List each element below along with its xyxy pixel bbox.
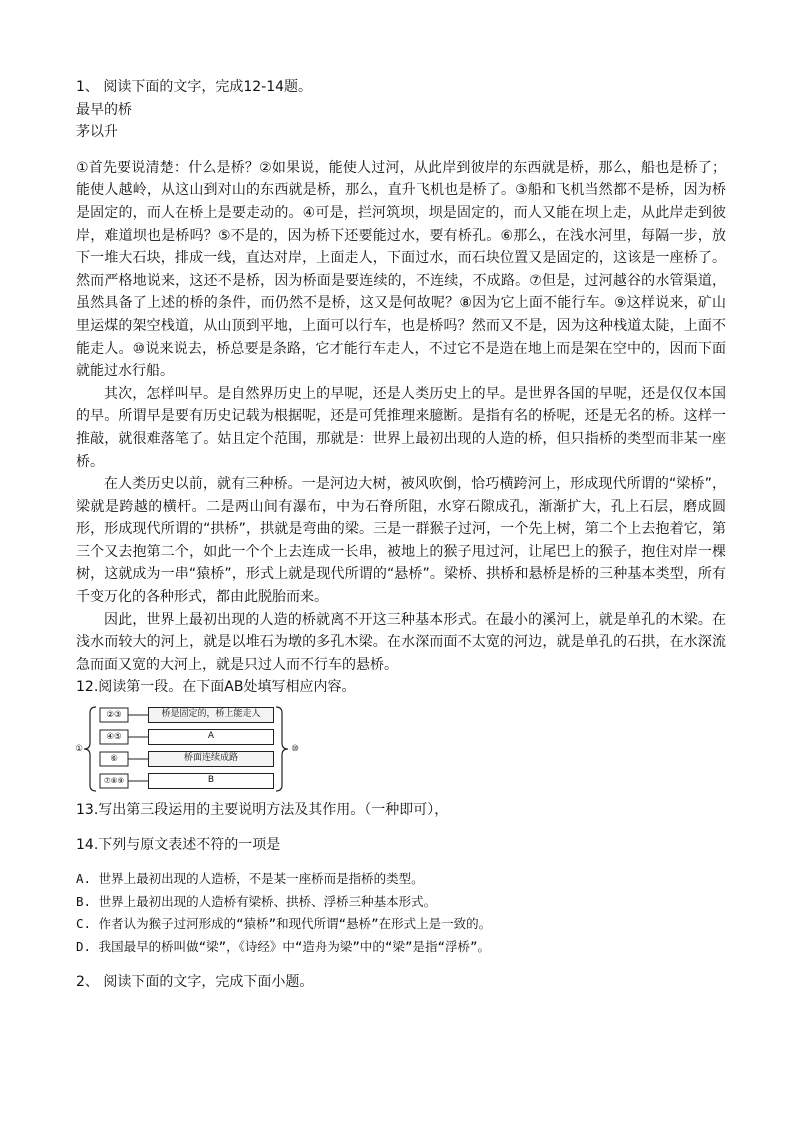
diagram-row-4-numbers: ⑦⑧⑨ (103, 776, 125, 786)
option-d: D. 我国最早的桥叫做“梁”，《诗经》中“造舟为梁”中的“梁”是指“浮桥”。 (76, 939, 491, 954)
diagram-row-1-box: 桥是固定的，桥上能走人 (148, 707, 274, 723)
document-page (76, 76, 726, 993)
diagram-row-3-numbers: ⑥ (110, 754, 118, 765)
diagram-row-1-numbers: ②③ (106, 710, 122, 721)
paragraph-2: 其次，怎样叫早。是自然界历史上的早呢，还是人类历史上的早。是世界各国的早呢，还是仅仅本国的早。所谓早是要有历史记载为根据呢，还是可凭推理来臆断。是指有名的桥呢，还是无名的桥。这样一推敲，就很难落笔了。姑且定个范围，那就是：世界上最初出现的人造的桥，但只指桥的类型而非某一座桥。 (76, 385, 726, 470)
question-1-header: 1、 阅读下面的文字，完成12-14题。 (76, 79, 313, 95)
diagram-row-3-box: 桥面连续成路 (148, 751, 274, 767)
question-12: 12.阅读第一段。在下面AB处填写相应内容。 (76, 679, 356, 696)
paragraph-3: 在人类历史以前，就有三种桥。一是河边大树，被风吹倒，恰巧横跨河上，形成现代所谓的“梁桥”，梁就是跨越的横杆。二是两山间有瀑布，中为石脊所阻，水穿石隙成孔，渐渐扩大，孔上石层，磨成圆形，形成现代所谓的“拱桥”，拱就是弯曲的梁。三是一群猴子过河，一个先上树，第二个上去抱着它，第三个又去抱第二个，如此一个个上去连成一长串，被地上的猴子甩过河，让尾巴上的猴子，抱住对岸一棵树，这就成为一串“猿桥”，形式上就是现代所谓的“悬桥”。梁桥、拱桥和悬桥是桥的三种基本类型，所有千变万化的各种形式，都由此脱胎而来。 (76, 476, 726, 606)
diagram-right-number: ⑩ (291, 744, 299, 755)
diagram-blank-b[interactable]: B (148, 773, 274, 789)
question-14: 14.下列与原文表述不符的一项是 (76, 836, 281, 853)
paragraph-1: ①首先要说清楚：什么是桥？②如果说，能使人过河，从此岸到彼岸的东西就是桥，那么，船也是桥了；能使人越岭，从这山到对山的东西就是桥，那么，直升飞机也是桥了。③船和飞机当然都不是桥，因为桥是固定的，而人在桥上是要走动的。④可是，拦河筑坝，坝是固定的，而人又能在坝上走，从此岸走到彼岸，难道坝也是桥吗？⑤不是的，因为桥下还要能过水，要有桥孔。⑥那么，在浅水河里，每隔一步，放下一堆大石块，排成一线，直达对岸，上面走人，下面过水，而石块位置又是固定的，这该是一座桥了。然而严格地说来，这还不是桥，因为桥面是要连续的，不连续，不成路。⑦但是，过河越谷的水管渠道，虽然具备了上述的桥的条件，而仍然不是桥，这又是何故呢？⑧因为它上面不能行车。⑨这样说来，矿山里运煤的架空栈道，从山顶到平地，上面可以行车，也是桥吗？然而又不是，因为这种栈道太陡，上面不能走人。⑩说来说去，桥总要是条路，它才能行车走人，不过它不是造在地上而是架在空中的，因而下面就能过水行船。 (76, 159, 726, 380)
diagram-row-2-numbers: ④⑤ (106, 732, 122, 743)
article-title: 最早的桥 (76, 101, 132, 118)
paragraph-4: 因此，世界上最初出现的人造的桥就离不开这三种基本形式。在最小的溪河上，就是单孔的木梁。在浅水而较大的河上，就是以堆石为墩的多孔木梁。在水深而面不太宽的河边，就是单孔的石拱，在水深流急而面又宽的大河上，就是只过人而不行车的悬桥。 (76, 611, 726, 673)
diagram-blank-a[interactable]: A (148, 729, 274, 745)
article-author: 茅以升 (76, 124, 118, 141)
structure-diagram (76, 703, 306, 795)
option-b: B. 世界上最初出现的人造桥有梁桥、拱桥、浮桥三种基本形式。 (76, 893, 437, 909)
option-c: C. 作者认为猴子过河形成的“猿桥”和现代所谓“悬桥”在形式上是一致的。 (76, 916, 492, 932)
question-2-header: 2、 阅读下面的文字，完成下面小题。 (76, 973, 314, 990)
diagram-left-number: ① (75, 744, 83, 755)
option-a: A. 世界上最初出现的人造桥，不是某一座桥而是指桥的类型。 (76, 871, 424, 887)
question-13: 13.写出第三段运用的主要说明方法及其作用。（一种即可）， (76, 802, 449, 819)
